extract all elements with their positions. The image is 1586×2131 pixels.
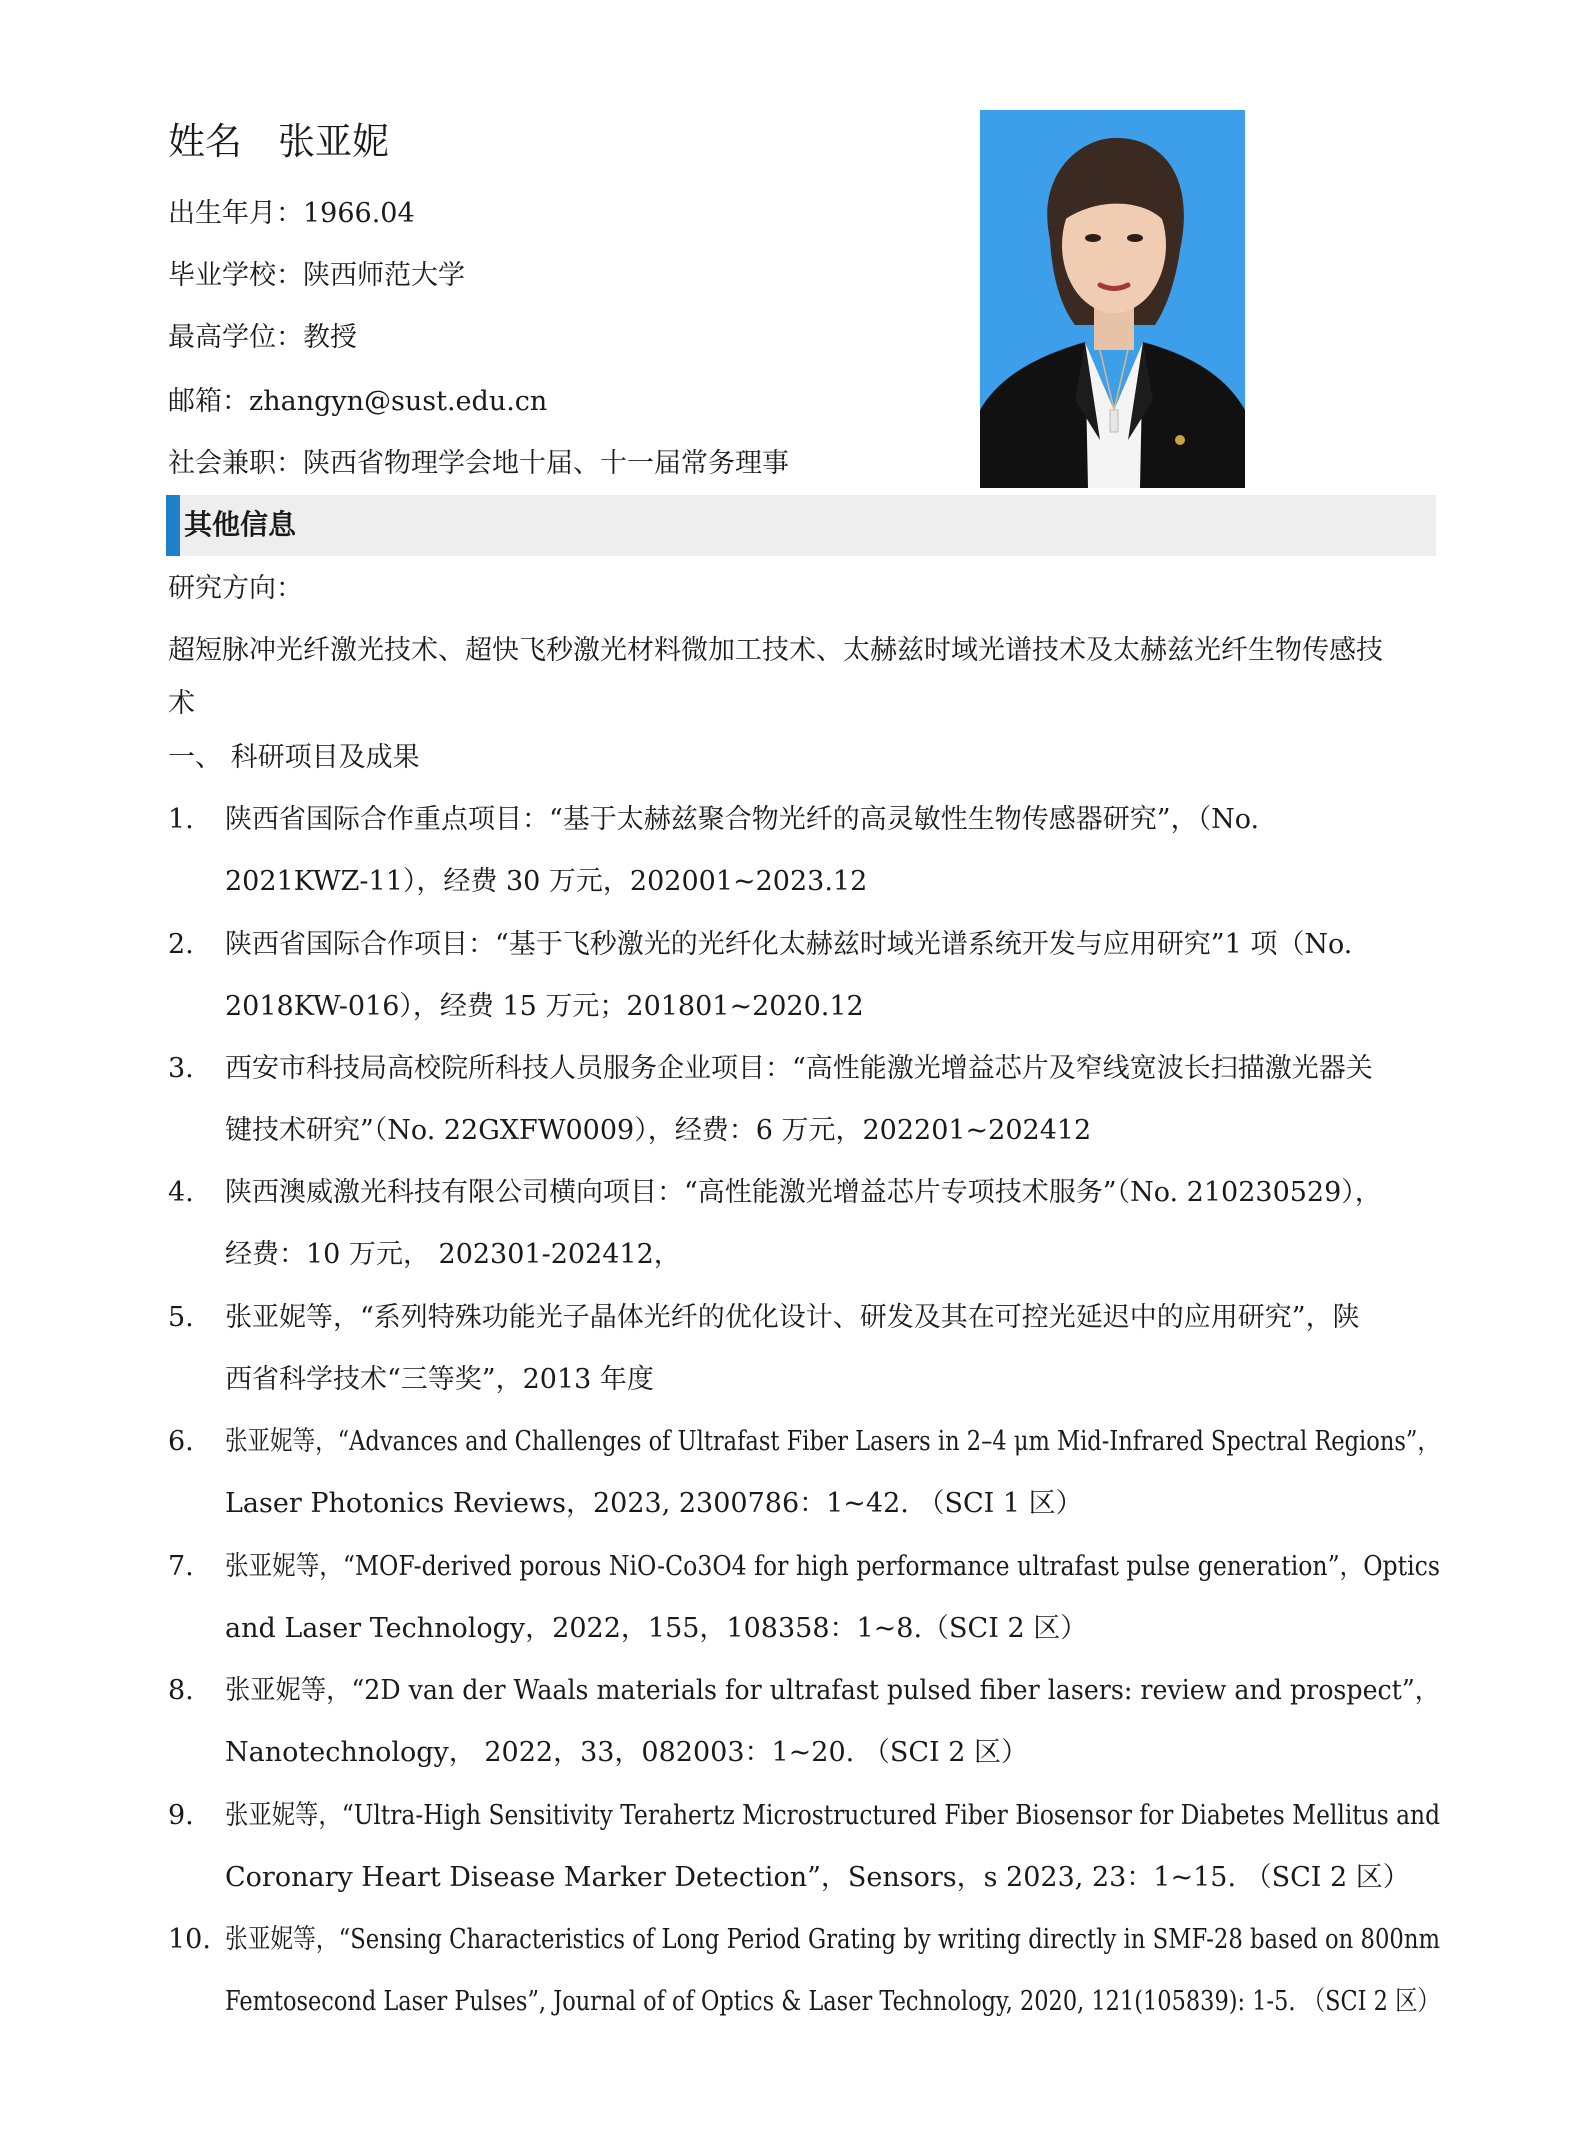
person-name: 张亚妮 [278, 120, 389, 163]
list-item-line: 陕西省国际合作项目：“基于飞秒激光的光纤化太赫兹时域光谱系统开发与应用研究”1 项（No. [225, 929, 1353, 960]
list-item-line: Femtosecond Laser Pulses”, Journal of of Optics & Laser Technology, 2020, 121(105839): 1-5. （SCI 2 区） [225, 1986, 1441, 2017]
list-item-number: 6. [168, 1426, 194, 1457]
research-direction-line-2: 术 [168, 688, 195, 719]
projects-heading: 一、 科研项目及成果 [168, 742, 420, 773]
list-item-line: 键技术研究”（No. 22GXFW0009），经费：6 万元，202201~202412 [225, 1115, 1092, 1146]
list-item-line: 陕西省国际合作重点项目：“基于太赫兹聚合物光纤的高灵敏性生物传感器研究”，（No. [225, 804, 1260, 835]
list-item-number: 3. [168, 1053, 194, 1084]
list-item-line: 张亚妮等，“Ultra-High Sensitivity Terahertz Microstructured Fiber Biosensor for Diabetes Mellitus and [225, 1800, 1441, 1831]
list-item-line: 2021KWZ-11），经费 30 万元，202001~2023.12 [225, 866, 868, 897]
email-row: 邮箱：zhangyn@sust.edu.cn [168, 386, 548, 417]
list-item-number: 2. [168, 929, 194, 960]
school-row: 毕业学校：陕西师范大学 [168, 260, 465, 291]
social-role-row: 社会兼职：陕西省物理学会地十届、十一届常务理事 [168, 448, 789, 479]
degree-row: 最高学位：教授 [168, 322, 357, 353]
list-item-number: 9. [168, 1800, 194, 1831]
list-item-number: 1. [168, 804, 194, 835]
list-item-line: 西省科学技术“三等奖”，2013 年度 [225, 1364, 654, 1395]
list-item-line: 2018KW-016），经费 15 万元；201801~2020.12 [225, 991, 864, 1022]
name-heading [168, 118, 389, 166]
section-title: 其他信息 [184, 508, 297, 541]
list-item-line: 张亚妮等，“2D van der Waals materials for ultrafast pulsed fiber lasers: review and prospect”， [225, 1675, 1441, 1706]
birth-row: 出生年月：1966.04 [168, 198, 415, 229]
list-item-line: 经费：10 万元， 202301-202412， [225, 1239, 681, 1270]
section-accent-bar [166, 495, 180, 556]
list-item-number: 4. [168, 1177, 194, 1208]
list-item-number: 7. [168, 1551, 194, 1582]
list-item-line: and Laser Technology，2022，155，108358：1~8.（SCI 2 区） [225, 1613, 1088, 1644]
research-direction-line-1: 超短脉冲光纤激光技术、超快飞秒激光材料微加工技术、太赫兹时域光谱技术及太赫兹光纤生物传感技 [168, 635, 1383, 666]
research-direction-label: 研究方向： [168, 573, 303, 604]
portrait-illustration [980, 110, 1245, 488]
list-item-line: Coronary Heart Disease Marker Detection”，Sensors，s 2023, 23：1~15. （SCI 2 区） [225, 1862, 1410, 1893]
list-item-number: 10. [168, 1924, 211, 1955]
list-item-line: 张亚妮等，“Sensing Characteristics of Long Period Grating by writing directly in SMF-28 based on 800nm [225, 1924, 1441, 1955]
list-item-line: Laser Photonics Reviews，2023, 2300786：1~42. （SCI 1 区） [225, 1488, 1083, 1519]
list-item-number: 5. [168, 1302, 194, 1333]
list-item-line: 张亚妮等，“MOF-derived porous NiO-Co3O4 for high performance ultrafast pulse generation”，Optics [225, 1551, 1440, 1582]
list-item-line: 西安市科技局高校院所科技人员服务企业项目：“高性能激光增益芯片及窄线宽波长扫描激光器关 [225, 1053, 1373, 1084]
portrait-photo [980, 110, 1245, 488]
list-item-line: Nanotechnology， 2022，33，082003：1~20. （SCI 2 区） [225, 1737, 1028, 1768]
list-item-number: 8. [168, 1675, 194, 1706]
list-item-line: 陕西澳威激光科技有限公司横向项目：“高性能激光增益芯片专项技术服务”（No. 210230529）， [225, 1177, 1382, 1208]
list-item-line: 张亚妮等，“Advances and Challenges of Ultrafast Fiber Lasers in 2–4 μm Mid-Infrared Spectral Regions”， [225, 1426, 1440, 1457]
name-label: 姓名 [168, 120, 242, 163]
section-header-other-info [166, 495, 1436, 556]
list-item-line: 张亚妮等，“系列特殊功能光子晶体光纤的优化设计、研发及其在可控光延迟中的应用研究”，陕 [225, 1302, 1360, 1333]
